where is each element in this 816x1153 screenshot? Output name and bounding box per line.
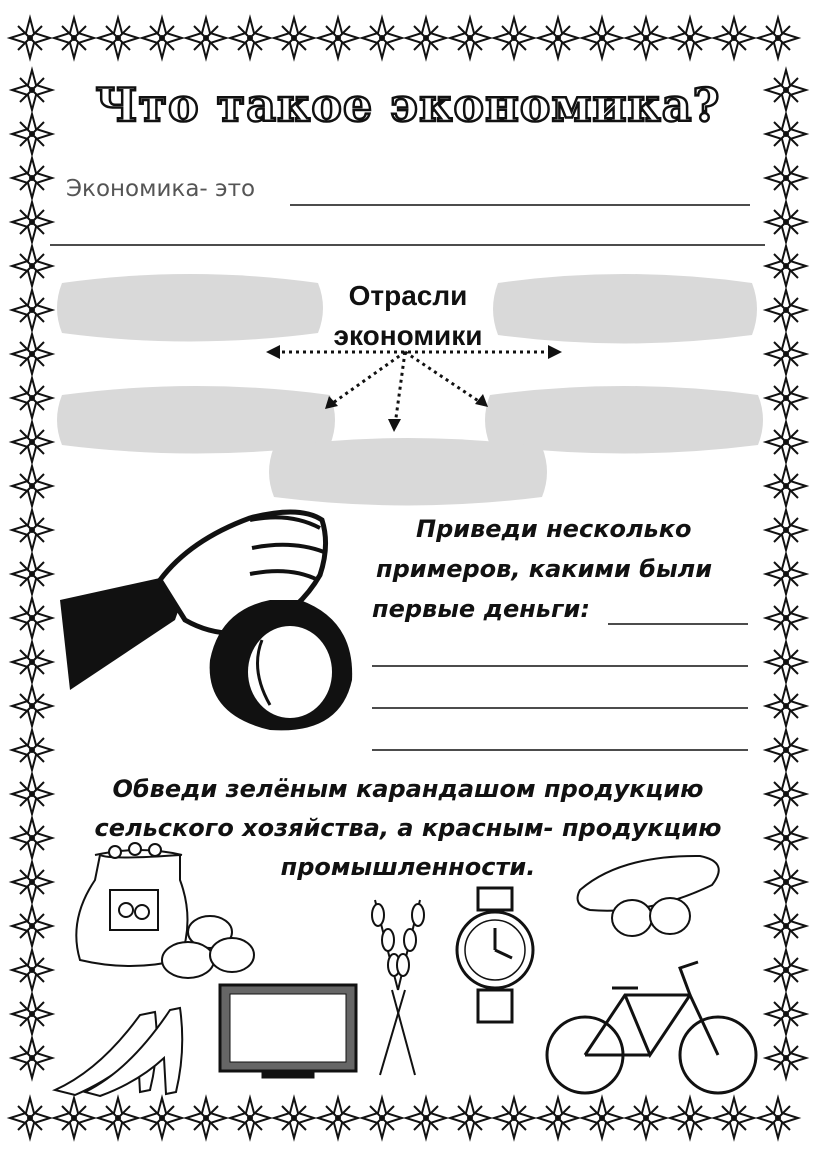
snowflake-icon bbox=[12, 246, 52, 286]
snowflake-icon bbox=[626, 18, 666, 58]
snowflake-icon bbox=[12, 378, 52, 418]
wheat-icon bbox=[372, 900, 424, 1075]
snowflake-icon bbox=[766, 158, 806, 198]
snowflake-icon bbox=[318, 18, 358, 58]
snowflake-icon bbox=[538, 18, 578, 58]
snowflake-icon bbox=[186, 1098, 226, 1138]
snowflake-icon bbox=[12, 686, 52, 726]
snowflake-icon bbox=[98, 1098, 138, 1138]
snowflake-icon bbox=[12, 730, 52, 770]
snowflake-icon bbox=[12, 818, 52, 858]
snowflake-icon bbox=[766, 114, 806, 154]
snowflake-icon bbox=[274, 1098, 314, 1138]
monitor-icon bbox=[220, 985, 356, 1078]
banner-bottom bbox=[269, 438, 547, 506]
snowflake-icon bbox=[758, 1098, 798, 1138]
snowflake-icon bbox=[12, 202, 52, 242]
snowflake-icon bbox=[12, 422, 52, 462]
snowflake-icon bbox=[142, 18, 182, 58]
snowflake-icon bbox=[766, 950, 806, 990]
bicycle-icon bbox=[547, 962, 756, 1093]
wristwatch-icon bbox=[457, 888, 533, 1022]
snowflake-icon bbox=[766, 202, 806, 242]
snowflake-icon bbox=[12, 950, 52, 990]
snowflake-icon bbox=[766, 994, 806, 1034]
snowflake-icon bbox=[766, 510, 806, 550]
snowflake-icon bbox=[450, 1098, 490, 1138]
banner-top-left bbox=[57, 274, 323, 342]
snowflake-icon bbox=[406, 1098, 446, 1138]
first-money-prompt bbox=[372, 509, 752, 629]
snowflake-icon bbox=[12, 862, 52, 902]
snowflake-icon bbox=[670, 1098, 710, 1138]
snowflake-icon bbox=[766, 862, 806, 902]
snowflake-icon bbox=[12, 642, 52, 682]
snowflake-icon bbox=[12, 334, 52, 374]
branches-title-line1: Отрасли bbox=[348, 280, 468, 311]
snowflake-icon bbox=[10, 1098, 50, 1138]
worksheet-title: Что такое экономика? bbox=[95, 78, 721, 132]
snowflake-icon bbox=[54, 18, 94, 58]
snowflake-icon bbox=[12, 906, 52, 946]
snowflake-icon bbox=[12, 1038, 52, 1078]
snowflake-icon bbox=[494, 18, 534, 58]
snowflake-icon bbox=[230, 1098, 270, 1138]
task-line3: промышленности. bbox=[280, 853, 536, 881]
snowflake-icon bbox=[766, 422, 806, 462]
prompt-line2: примеров, какими были bbox=[376, 555, 713, 583]
snowflake-icon bbox=[766, 70, 806, 110]
snowflake-icon bbox=[766, 290, 806, 330]
snowflake-icon bbox=[766, 554, 806, 594]
banner-top-right bbox=[493, 274, 757, 344]
task-instructions bbox=[60, 770, 756, 887]
snowflake-icon bbox=[766, 466, 806, 506]
snowflake-icon bbox=[494, 1098, 534, 1138]
snowflake-icon bbox=[12, 774, 52, 814]
snowflake-icon bbox=[670, 18, 710, 58]
banner-mid-left bbox=[57, 386, 335, 454]
snowflake-icon bbox=[12, 114, 52, 154]
snowflake-icon bbox=[766, 686, 806, 726]
banner-mid-right bbox=[485, 386, 763, 454]
snowflake-icon bbox=[766, 774, 806, 814]
high-heel-shoe-icon bbox=[55, 1008, 182, 1096]
snowflake-icon bbox=[12, 466, 52, 506]
snowflake-icon bbox=[538, 1098, 578, 1138]
snowflake-icon bbox=[758, 18, 798, 58]
snowflake-icon bbox=[766, 334, 806, 374]
snowflake-icon bbox=[766, 378, 806, 418]
snowflake-icon bbox=[626, 1098, 666, 1138]
snowflake-icon bbox=[12, 554, 52, 594]
snowflake-icon bbox=[12, 598, 52, 638]
snowflake-icon bbox=[766, 642, 806, 682]
hand-with-money-bag-icon bbox=[60, 512, 352, 730]
prompt-line3: первые деньги: bbox=[372, 595, 590, 623]
snowflake-icon bbox=[318, 1098, 358, 1138]
snowflake-icon bbox=[54, 1098, 94, 1138]
branches-title bbox=[300, 276, 516, 356]
snowflake-icon bbox=[12, 994, 52, 1034]
snowflake-icon bbox=[186, 18, 226, 58]
snowflake-icon bbox=[450, 18, 490, 58]
snowflake-icon bbox=[98, 18, 138, 58]
snowflake-icon bbox=[142, 1098, 182, 1138]
snowflake-icon bbox=[12, 158, 52, 198]
snowflake-icon bbox=[766, 730, 806, 770]
definition-label: Экономика- это bbox=[66, 176, 256, 202]
snowflake-icon bbox=[230, 18, 270, 58]
snowflake-icon bbox=[714, 18, 754, 58]
task-line2: сельского хозяйства, а красным- продукцию bbox=[94, 814, 722, 842]
snowflake-icon bbox=[10, 18, 50, 58]
prompt-line1: Приведи несколько bbox=[416, 515, 692, 543]
snowflake-icon bbox=[12, 70, 52, 110]
snowflake-icon bbox=[362, 18, 402, 58]
snowflake-icon bbox=[766, 906, 806, 946]
snowflake-icon bbox=[582, 18, 622, 58]
snowflake-icon bbox=[362, 1098, 402, 1138]
snowflake-icon bbox=[582, 1098, 622, 1138]
snowflake-icon bbox=[12, 510, 52, 550]
snowflake-icon bbox=[766, 818, 806, 858]
snowflake-icon bbox=[406, 18, 446, 58]
snowflake-icon bbox=[714, 1098, 754, 1138]
snowflake-icon bbox=[766, 598, 806, 638]
snowflake-icon bbox=[274, 18, 314, 58]
branches-title-line2: экономики bbox=[333, 320, 483, 351]
snowflake-icon bbox=[766, 246, 806, 286]
snowflake-icon bbox=[12, 290, 52, 330]
task-line1: Обведи зелёным карандашом продукцию bbox=[112, 775, 704, 803]
snowflake-icon bbox=[766, 1038, 806, 1078]
